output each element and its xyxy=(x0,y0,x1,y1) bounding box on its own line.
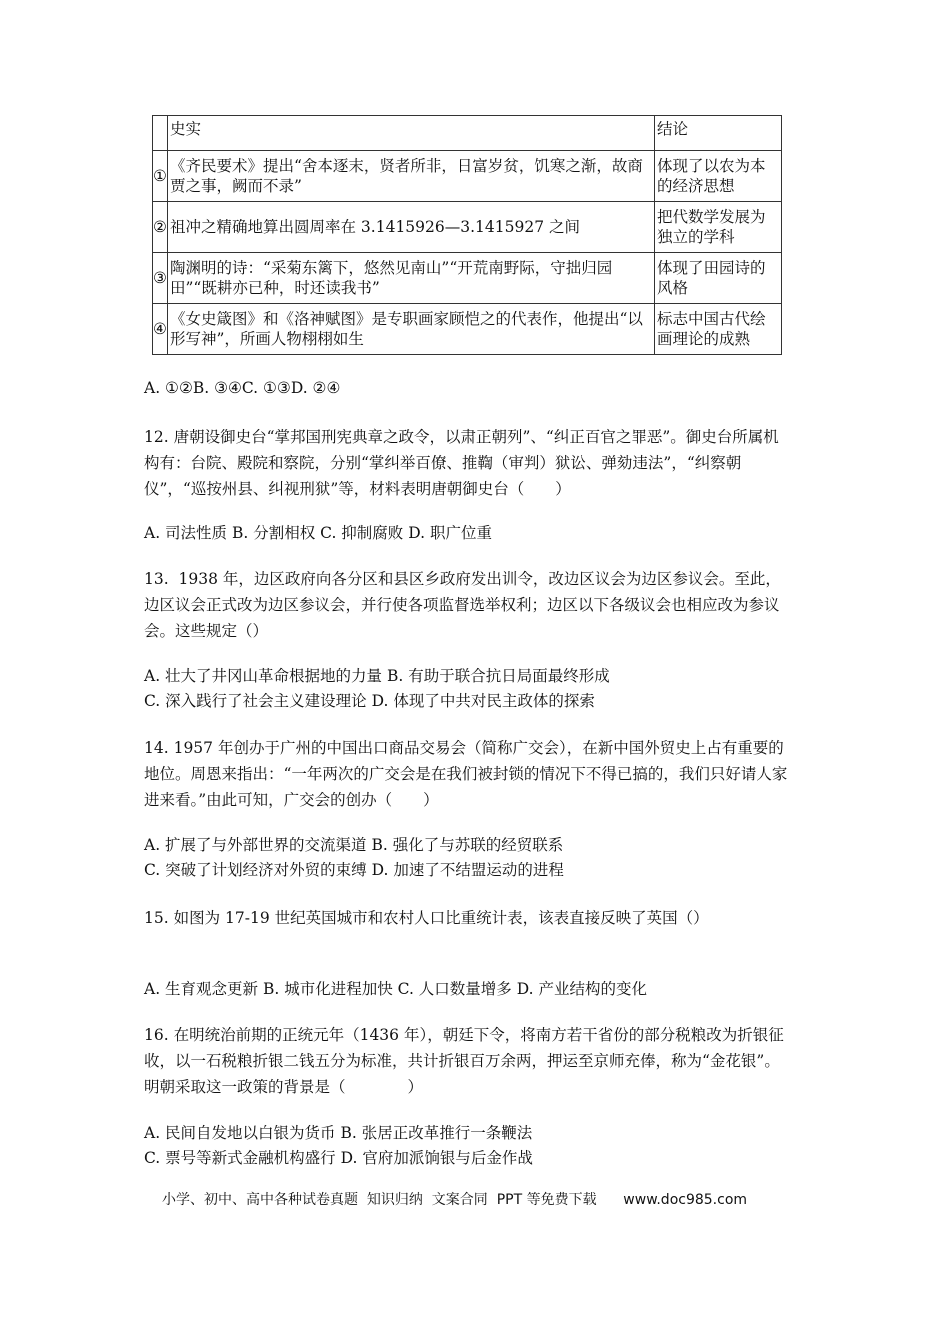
q14-options-line2: C. 突破了计划经济对外贸的束缚 D. 加速了不结盟运动的进程 xyxy=(144,861,564,879)
row-conclusion: 体现了以农为本的经济思想 xyxy=(655,151,782,202)
row-fact: 《女史箴图》和《洛神赋图》是专职画家顾恺之的代表作，他提出“以形写神”，所画人物栩栩如生 xyxy=(168,304,655,355)
row-number: ④ xyxy=(153,304,168,355)
q16-options-line1: A. 民间自发地以白银为货币 B. 张居正改革推行一条鞭法 xyxy=(144,1124,533,1142)
q16-options-line2: C. 票号等新式金融机构盛行 D. 官府加派饷银与后金作战 xyxy=(144,1149,533,1167)
row-number: ① xyxy=(153,151,168,202)
table-row xyxy=(153,202,782,253)
row-number: ② xyxy=(153,202,168,253)
row-conclusion: 标志中国古代绘画理论的成熟 xyxy=(655,304,782,355)
table-row xyxy=(153,304,782,355)
q13-options-line2: C. 深入践行了社会主义建设理论 D. 体现了中共对民主政体的探索 xyxy=(144,692,595,710)
page-footer: 小学、初中、高中各种试卷真题 知识归纳 文案合同 PPT 等免费下载 www.doc985.com xyxy=(162,1192,748,1208)
q12-stem: 12. 唐朝设御史台“掌邦国刑宪典章之政令，以肃正朝列”、“纠正百官之罪恶”。御史台所属机构有：台院、殿院和察院，分别“掌纠举百僚、推鞫（审判）狱讼、弹劾违法”，“纠察朝仪”，“巡按州县、纠视刑狱”等，材料表明唐朝御史台（ ） xyxy=(144,428,779,498)
q13-options-line1: A. 壮大了井冈山革命根据地的力量 B. 有助于联合抗日局面最终形成 xyxy=(144,667,610,685)
q14-options-line1: A. 扩展了与外部世界的交流渠道 B. 强化了与苏联的经贸联系 xyxy=(144,836,564,854)
q14-stem: 14. 1957 年创办于广州的中国出口商品交易会（简称广交会），在新中国外贸史上占有重要的地位。周恩来指出：“一年两次的广交会是在我们被封锁的情况下不得已搞的，我们只好请人家进来看。”由此可知，广交会的创办（ ） xyxy=(144,739,788,809)
row-fact: 陶渊明的诗：“采菊东篱下，悠然见南山”“开荒南野际，守拙归园田”“既耕亦已种，时还读我书” xyxy=(168,253,655,304)
header-conclusion-cell: 结论 xyxy=(655,116,782,151)
history-facts-table xyxy=(152,115,782,355)
row-conclusion: 体现了田园诗的风格 xyxy=(655,253,782,304)
row-fact: 《齐民要术》提出“舍本逐末，贤者所非，日富岁贫，饥寒之渐，故商贾之事，阙而不录” xyxy=(168,151,655,202)
table-row xyxy=(153,151,782,202)
q15-stem: 15. 如图为 17-19 世纪英国城市和农村人口比重统计表，该表直接反映了英国（） xyxy=(144,909,709,927)
table-row xyxy=(153,253,782,304)
q15-options: A. 生育观念更新 B. 城市化进程加快 C. 人口数量增多 D. 产业结构的变化 xyxy=(144,980,647,998)
q12-options: A. 司法性质 B. 分割相权 C. 抑制腐败 D. 职广位重 xyxy=(144,524,492,542)
row-conclusion: 把代数学发展为独立的学科 xyxy=(655,202,782,253)
q13-stem: 13. 1938 年，边区政府向各分区和县区乡政府发出训令，改边区议会为边区参议会。至此，边区议会正式改为边区参议会，并行使各项监督选举权利；边区以下各级议会也相应改为参议会。这些规定（） xyxy=(144,570,781,640)
q16-stem: 16. 在明统治前期的正统元年（1436 年），朝廷下令，将南方若干省份的部分税粮改为折银征收，以一石税粮折银二钱五分为标准，共计折银百万余两，押运至京师充俸，称为“金花银”。明朝采取这一政策的背景是（ ） xyxy=(144,1026,784,1096)
row-fact: 祖冲之精确地算出圆周率在 3.1415926—3.1415927 之间 xyxy=(168,202,655,253)
header-num-cell xyxy=(153,116,168,151)
row-number: ③ xyxy=(153,253,168,304)
header-fact-cell: 史实 xyxy=(168,116,655,151)
q11-options: A. ①②B. ③④C. ①③D. ②④ xyxy=(144,379,341,397)
table-header-row xyxy=(153,116,782,151)
